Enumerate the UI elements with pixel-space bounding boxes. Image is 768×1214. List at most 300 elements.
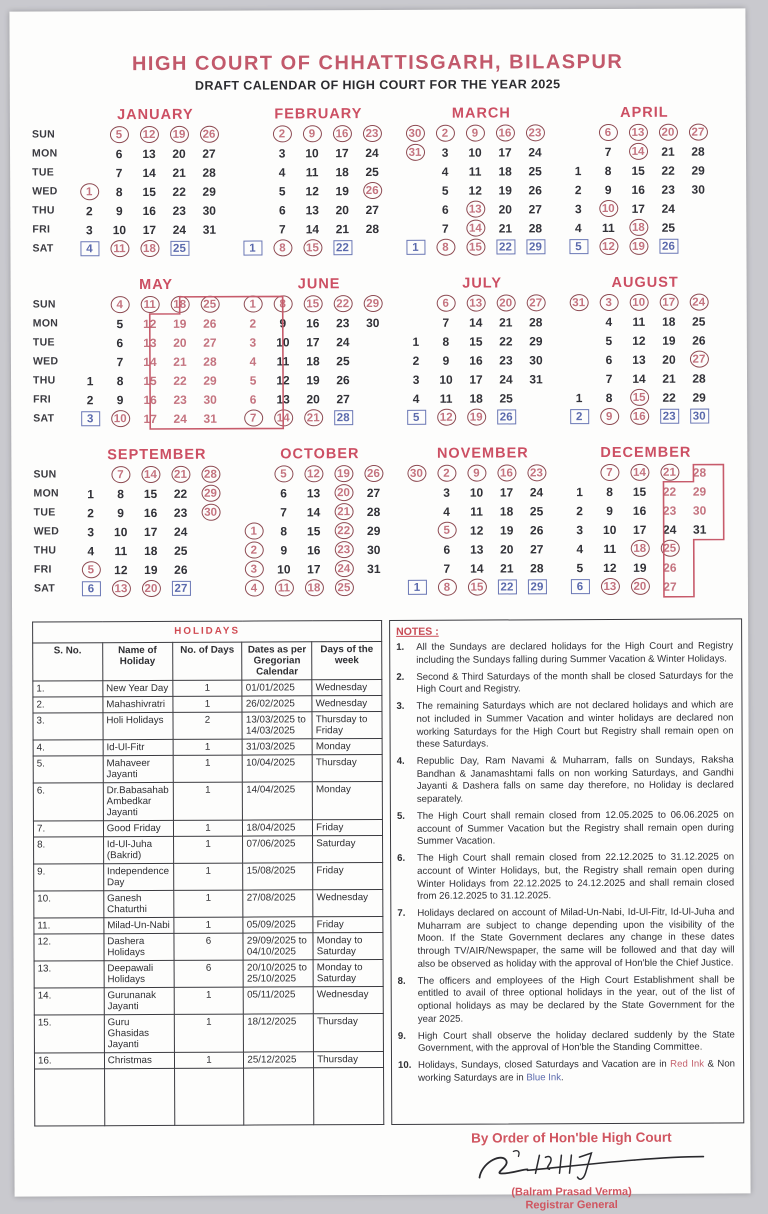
day-cell: 20 [498,201,512,216]
day-cell [357,181,387,200]
nonworking-saturday-box: 1 [407,580,426,595]
day-cell: 23 [336,315,350,330]
holiday-cell: Saturday [313,835,383,862]
day-cell: 10 [468,145,482,160]
weekday-label: FRI [33,563,52,576]
day-cell [460,219,490,238]
day-cell [134,125,164,144]
day-cell [685,539,715,558]
holiday-circle: 8 [273,295,292,312]
holiday-row [33,695,382,713]
day-cell: 30 [366,315,380,330]
day-cell: 25 [174,543,188,558]
week-row [565,500,728,520]
day-cell: 12 [468,183,482,198]
holiday-cell: 1 [173,863,243,890]
day-cell: 28 [202,165,216,180]
week-row [239,578,402,598]
holiday-cell: Wednesday [312,679,382,695]
day-cell: 11 [601,220,615,235]
holiday-circle: 13 [466,201,485,218]
holidays-table [32,620,384,1127]
nonworking-saturday-box: 1 [243,241,262,256]
day-cell [298,294,328,313]
day-cell: 29 [366,523,381,538]
day-cell: 16 [307,542,321,557]
day-cell [594,407,624,426]
day-cell [74,144,104,163]
weekday-labels [32,107,75,260]
holiday-cell: 27/08/2025 [243,890,313,917]
holiday-cell: 14. [34,988,104,1015]
weekday-label: MON [32,317,59,330]
day-cell: 13 [632,352,646,367]
week-row [238,313,401,333]
day-cell [358,370,388,389]
day-cell: 17 [498,144,512,159]
day-cell [683,237,713,256]
day-cell [76,560,106,579]
day-cell: 24 [499,371,513,386]
note-text: Second & Third Saturdays of the month shall be closed Saturdays for the High Court and Registry. [416,670,734,696]
day-cell: 1 [576,484,583,499]
holiday-circle: 10 [629,294,648,311]
holiday-circle: 18 [629,219,648,236]
holiday-circle: 20 [141,580,160,597]
holiday-circle: 18 [140,240,159,257]
day-cell: 10 [277,561,291,576]
day-cell [402,502,432,521]
note-text: The remaining Saturdays which are not declared holidays and which are not included in Summer Vacation and winter holidays are declared non working Saturdays for the High Court but Registry shall remain open on these Saturdays. [416,699,734,750]
day-cell [521,463,551,482]
day-cell [327,124,357,143]
day-cell: 24 [336,334,350,349]
holiday-cell: 9. [34,864,104,891]
day-cell: 2 [85,203,93,218]
nonworking-saturday-box: 26 [659,239,678,254]
month-may [75,277,239,431]
holiday-cell: 6 [174,933,244,960]
week-row [75,352,238,372]
day-cell [654,463,684,482]
week-row [75,333,238,353]
day-cell: 28 [528,220,543,235]
week-row [76,503,239,523]
month-april [563,104,727,258]
day-cell: 15 [142,184,156,199]
week-row [75,371,238,391]
nonworking-saturday-box: 3 [81,411,100,426]
day-cell [164,125,194,144]
day-cell [298,408,328,427]
holiday-circle: 10 [111,410,130,427]
nonworking-saturday-box: 6 [570,579,589,594]
day-cell: 19 [144,562,158,577]
holiday-circle: 4 [110,296,129,313]
day-cell [430,124,460,143]
holiday-circle: 19 [467,409,486,426]
day-cell [655,539,685,558]
day-cell: 28 [366,504,381,519]
day-cell [521,293,551,312]
holiday-circle: 30 [405,125,424,142]
day-cell [297,238,327,257]
day-cell: 20 [306,391,320,406]
day-cell [564,293,594,312]
day-cell: 3 [278,145,286,160]
day-cell: 10 [113,524,128,539]
holiday-circle: 21 [660,464,679,481]
week-row [238,464,401,484]
week-row [563,122,726,142]
note-text: All the Sundays are declared holidays for the High Court and Registry including the Sundays falling during Summer Vacation & Winter Holidays. [416,640,734,666]
holiday-cell: Independence Day [103,863,173,890]
day-cell [400,162,430,181]
note-number: 6. [397,853,406,865]
week-row [402,501,565,521]
notes-title: NOTES : [396,625,439,638]
day-cell [166,579,196,598]
day-cell: 6 [280,485,287,500]
day-cell [329,559,359,578]
day-cell [327,238,357,257]
day-cell: 5 [576,560,584,575]
holiday-row [33,754,382,783]
day-cell: 24 [528,144,542,159]
day-cell: 25 [692,314,706,329]
day-cell: 9 [115,203,123,218]
note-number: 7. [397,908,406,920]
week-row [565,576,728,596]
day-cell: 28 [530,560,544,575]
day-cell [359,578,389,597]
note-item [397,852,734,904]
week-row [401,350,564,370]
day-cell: 10 [602,522,617,537]
weekday-label: SAT [33,412,55,425]
day-cell: 30 [692,503,707,518]
day-cell [593,123,623,142]
day-cell: 17 [143,524,158,539]
day-cell: 13 [470,542,484,557]
day-cell: 10 [469,485,484,500]
day-cell [402,578,432,597]
holiday-cell: Id-Ul-Juha (Bakrid) [103,836,173,863]
holiday-cell: Monday to Saturday [313,959,383,986]
day-cell [684,407,714,426]
note-item [396,640,733,667]
note-number: 8. [397,975,406,987]
holiday-cell: 1 [173,820,243,836]
page-subtitle: DRAFT CALENDAR OF HIGH COURT FOR THE YEAR 2025 [194,77,561,93]
day-cell [623,237,653,256]
day-cell [299,578,329,597]
day-cell [623,123,653,142]
holiday-circle: 8 [437,579,456,596]
week-row [564,349,727,369]
holiday-circle: 27 [526,294,545,311]
note-item [397,755,734,807]
day-cell: 3 [249,335,257,350]
month-title: MAY [139,276,174,294]
day-cell: 22 [661,163,675,178]
holiday-circle: 2 [437,465,456,482]
week-row [400,237,563,257]
filler-cell [244,1068,314,1125]
day-cell: 16 [632,503,647,518]
day-cell [75,295,105,314]
month-title: JUNE [297,276,341,293]
months-row [10,104,747,260]
holiday-cell: Friday [313,819,383,835]
holiday-cell: 3. [33,713,103,740]
holiday-cell: 2 [173,712,243,739]
day-cell: 9 [117,505,124,520]
nonworking-saturday-box: 28 [334,410,353,425]
week-row [74,163,237,183]
nonworking-saturday-box: 27 [171,581,190,596]
day-cell: 2 [87,505,94,520]
day-cell: 16 [143,505,158,520]
day-cell: 17 [307,561,321,576]
day-cell [400,200,430,219]
day-cell: 20 [172,146,186,161]
signatory-designation: Registrar General [525,1198,618,1212]
holiday-circle: 24 [334,560,353,577]
day-cell: 6 [115,146,123,161]
day-cell: 14 [142,165,156,180]
day-cell: 25 [661,220,676,235]
holidays-table-wrap [32,620,386,1127]
holiday-row [34,862,383,891]
day-cell: 6 [605,352,613,367]
week-row [564,481,727,501]
day-cell: 30 [203,392,217,407]
day-cell: 26 [203,316,217,331]
holiday-circle: 14 [630,464,649,481]
week-row [401,331,564,351]
holiday-cell: 1 [173,782,243,820]
day-cell: 18 [469,391,483,406]
day-cell: 4 [412,391,420,406]
day-cell [684,293,714,312]
day-cell [401,464,431,483]
week-row [565,519,728,539]
holiday-cell: Thursday [312,754,382,781]
day-cell [624,463,654,482]
day-cell: 10 [112,222,127,237]
day-cell: 4 [87,543,95,558]
day-cell [237,143,267,162]
day-cell: 15 [632,484,647,499]
holiday-cell: 20/10/2025 to 25/10/2025 [243,960,313,987]
day-cell: 15 [631,163,645,178]
holiday-circle: 1 [244,523,263,540]
holiday-row [34,889,383,918]
holiday-circle: 22 [334,522,353,539]
weekday-label: FRI [33,393,51,406]
holiday-cell: 25/12/2025 [244,1052,314,1068]
note-number: 4. [396,756,405,768]
day-cell [460,124,490,143]
day-cell: 3 [87,524,95,539]
page-title: HIGH COURT OF CHHATTISGARH, BILASPUR [131,50,624,76]
holiday-cell: 2. [33,697,103,713]
note-text: The officers and employees of the High Court Establishment shall be entitled to avail of three optional holidays in the year, out of the list of optional holidays as may be declared by the State Government for the year 2025. [417,974,735,1025]
day-cell [564,463,594,482]
holiday-cell: Monday to Saturday [313,932,383,959]
day-cell: 31 [202,222,217,237]
holiday-circle: 23 [525,124,544,141]
notes-box [389,618,744,1125]
holidays-title-row [33,620,382,643]
holiday-circle: 12 [139,126,158,143]
holiday-cell: Friday [313,862,383,889]
day-cell: 16 [469,353,483,368]
day-cell [401,313,431,332]
day-cell: 12 [276,372,290,387]
week-row [75,314,238,334]
day-cell: 8 [280,523,288,538]
holiday-circle: 23 [527,464,546,481]
day-cell [237,162,267,181]
holiday-cell: 05/09/2025 [243,917,313,933]
note-item [398,1059,735,1086]
day-cell: 19 [662,333,676,348]
holiday-circle: 6 [598,124,617,141]
holiday-circle: 16 [497,464,516,481]
nonworking-saturday-box: 22 [497,579,516,594]
day-cell: 8 [115,184,123,199]
day-cell: 21 [500,560,514,575]
day-cell: 11 [439,391,453,406]
note-item [397,907,734,971]
week-row [238,370,401,390]
holiday-circle: 1 [80,183,99,200]
day-cell [564,312,594,331]
day-cell: 8 [117,486,124,501]
note-text: High Court shall observe the holiday declared suddenly by the State Government, with the approval of Hon'ble the Standing Committee. [417,1029,735,1055]
day-cell: 24 [661,201,675,216]
day-cell [683,218,713,237]
day-cell: 11 [276,353,290,368]
day-cell [237,124,267,143]
day-cell: 5 [116,316,124,331]
day-cell [136,579,166,598]
day-cell: 3 [443,485,450,500]
holiday-cell: 13/03/2025 to 14/03/2025 [242,712,312,739]
holiday-circle: 23 [334,541,353,558]
day-cell: 18 [499,503,514,518]
day-cell: 11 [114,543,128,558]
holiday-circle: 17 [659,294,678,311]
holiday-cell: Christmas [104,1052,174,1068]
day-cell: 15 [143,486,158,501]
holiday-row [33,711,382,740]
day-cell: 12 [603,560,617,575]
day-cell [196,560,226,579]
holiday-cell: 13. [34,961,104,988]
day-cell [461,408,491,427]
weekday-label: SAT [33,582,56,595]
by-order-text: By Order of Hon'ble High Court [471,1129,672,1146]
week-row [564,406,727,426]
holiday-row [33,781,382,821]
holiday-cell: 1 [174,1014,244,1052]
weekday-labels [33,447,76,600]
week-row [563,141,726,161]
day-cell [196,541,226,560]
day-cell [654,293,684,312]
week-row [238,389,401,409]
holiday-cell: Thursday [314,1051,384,1067]
day-cell [563,142,593,161]
day-cell: 18 [662,314,676,329]
holiday-circle: 30 [407,465,426,482]
day-cell: 19 [306,372,320,387]
weekday-label: MON [33,487,59,500]
day-cell [105,465,135,484]
day-cell: 17 [143,411,157,426]
week-row [565,557,728,577]
holiday-cell: 26/02/2025 [242,696,312,712]
holiday-circle: 31 [569,294,588,311]
signature-block [406,1129,736,1211]
holiday-circle: 25 [334,579,353,596]
day-cell: 3 [574,201,582,216]
day-cell: 2 [249,316,257,331]
holiday-cell: 29/09/2025 to 04/10/2025 [243,933,313,960]
holiday-circle: 29 [201,485,220,502]
holiday-circle: 14 [141,466,160,483]
nonworking-saturday-box: 30 [690,409,709,424]
weekday-labels [33,277,76,430]
nonworking-saturday-box: 1 [406,240,425,255]
day-cell: 22 [173,486,188,501]
day-cell [239,521,269,540]
day-cell: 3 [576,522,584,537]
holiday-circle: 18 [630,540,649,557]
holiday-circle: 11 [274,579,293,596]
day-cell [623,218,653,237]
day-cell: 25 [499,390,513,405]
week-row [239,521,402,541]
month-title: JANUARY [117,106,194,124]
week-row [402,539,565,559]
note-text: Holidays, Sundays, closed Saturdays and Vacation are in Red Ink & Non working Saturdays are in Blue Ink. [417,1058,736,1084]
holiday-cell: Wednesday [312,695,382,711]
day-cell [358,408,388,427]
holiday-circle: 5 [81,561,100,578]
day-cell: 26 [528,182,542,197]
day-cell [238,464,268,483]
holiday-circle: 7 [111,466,130,483]
holiday-circle: 20 [658,124,677,141]
day-cell: 9 [442,353,450,368]
nonworking-saturday-box: 23 [660,409,679,424]
day-cell: 7 [604,144,612,159]
day-cell: 25 [365,164,379,179]
day-cell [683,123,713,142]
day-cell [328,483,358,502]
day-cell [492,577,522,596]
holiday-circle: 9 [465,125,484,142]
holiday-cell: Wednesday [313,986,383,1013]
day-cell [74,163,104,182]
months-row [11,274,748,430]
day-cell [401,408,431,427]
week-row [402,520,565,540]
